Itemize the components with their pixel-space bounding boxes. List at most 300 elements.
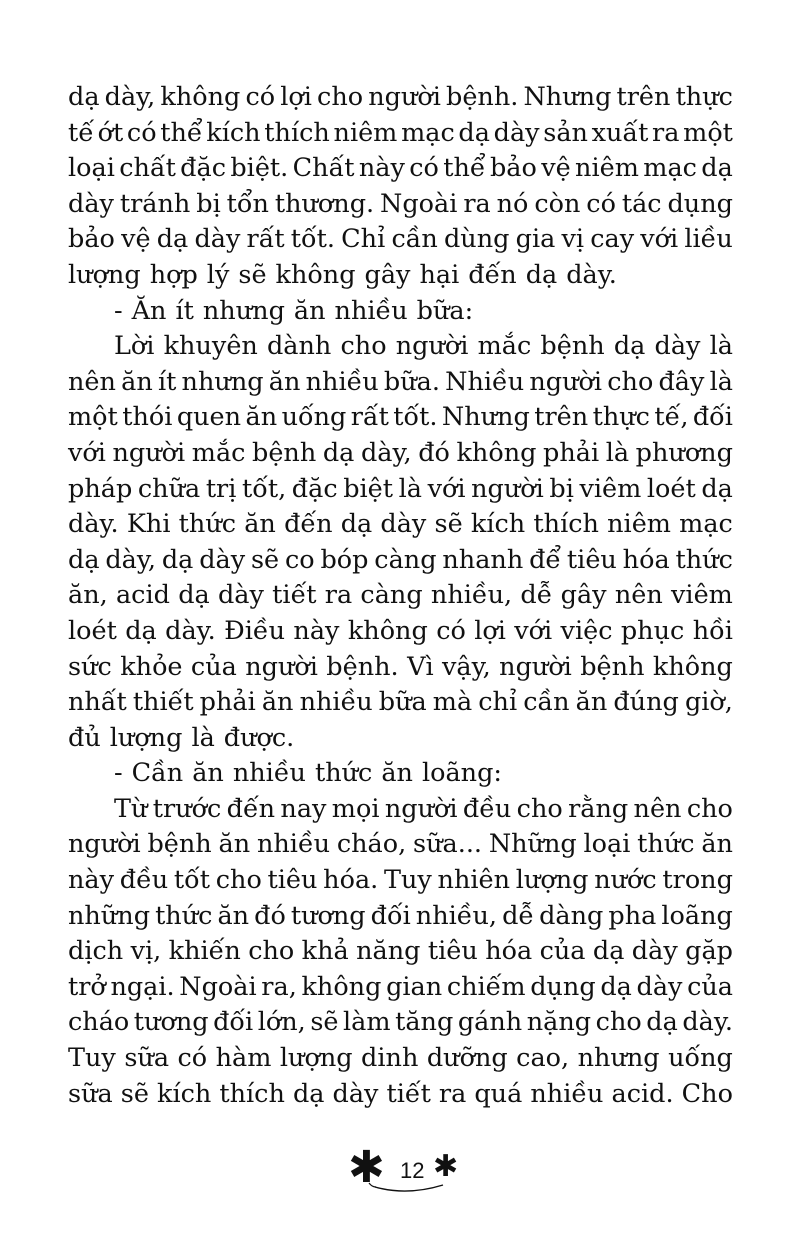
word: người	[395, 331, 469, 362]
word: rất	[350, 402, 389, 433]
word: bảo	[489, 153, 537, 184]
word: dành	[266, 331, 332, 362]
word: còn	[534, 188, 581, 219]
word: mắc	[191, 437, 246, 468]
word: kích	[206, 117, 261, 148]
word: Vì	[407, 651, 434, 682]
word: thức	[155, 900, 213, 931]
word: dày.	[68, 509, 119, 540]
word: không	[347, 615, 428, 646]
word: dạ	[592, 936, 625, 967]
word: người	[471, 473, 544, 504]
word: cho	[215, 865, 262, 896]
word: người	[245, 651, 318, 682]
word: người	[499, 651, 572, 682]
word: đó	[254, 900, 286, 931]
word: thiết	[132, 687, 194, 718]
word: xuất	[591, 117, 649, 148]
word: ăn	[575, 687, 608, 718]
word: ăn	[244, 509, 276, 540]
word: thể	[160, 117, 203, 148]
word: dạ	[68, 82, 100, 112]
word: Ngoài	[179, 971, 257, 1002]
word: -	[114, 758, 123, 789]
word: dạ	[600, 971, 632, 1002]
word: vậy,	[442, 651, 491, 682]
word: sữa	[68, 1078, 113, 1109]
word: lượng	[279, 1043, 353, 1074]
word: niêm	[607, 509, 671, 540]
word: ngại.	[110, 971, 175, 1002]
word: lượng	[515, 865, 589, 896]
word: sức	[68, 651, 112, 682]
word: ra	[652, 117, 680, 148]
word: ăn	[121, 366, 153, 397]
page-number: 12	[400, 1158, 425, 1183]
word: đều	[119, 865, 169, 896]
word: trong	[662, 865, 733, 896]
word: dày.	[165, 615, 216, 646]
word: năng	[356, 936, 421, 967]
word: nên	[633, 793, 682, 824]
word: ra	[438, 1078, 467, 1109]
word: Nhưng	[523, 82, 612, 112]
word: trên	[616, 82, 671, 112]
word: tế,	[654, 402, 689, 433]
word: vị,	[130, 936, 162, 967]
word: một	[683, 117, 733, 148]
word: bệnh	[147, 829, 212, 860]
word: này	[293, 615, 340, 646]
word: dày	[194, 224, 241, 255]
word: dày,	[104, 82, 156, 112]
text-line	[68, 329, 733, 365]
word: để	[529, 544, 562, 575]
word: hàm	[215, 1043, 272, 1074]
word: sẽ	[120, 1078, 149, 1109]
text-line	[68, 365, 733, 401]
word: làm	[343, 1007, 391, 1038]
word: lượng	[68, 259, 141, 290]
word: này	[68, 865, 115, 896]
word: dễ	[520, 580, 553, 611]
word: bị	[196, 188, 221, 219]
word: kích	[157, 1078, 212, 1109]
word: dạ	[458, 117, 490, 148]
word: cháo,	[336, 829, 407, 860]
word: Nhiều	[445, 366, 525, 397]
word: acid.	[611, 1078, 674, 1109]
word: biệt	[343, 473, 394, 504]
word: nhiều,	[430, 580, 513, 611]
word: nhanh	[442, 544, 524, 575]
word: mạc	[643, 153, 697, 184]
word: dày	[68, 188, 114, 219]
word: càng	[374, 544, 437, 575]
word: không	[160, 82, 241, 112]
word: ăn	[217, 900, 250, 931]
word: đối	[692, 402, 733, 433]
word: loét	[68, 615, 117, 646]
word: với	[640, 224, 679, 255]
word: người	[112, 437, 186, 468]
word: pha	[608, 900, 657, 931]
word: -	[114, 295, 123, 326]
word: ít	[175, 295, 194, 326]
word: là	[709, 366, 733, 397]
word: phương	[635, 437, 733, 468]
word: ăn	[268, 366, 301, 397]
word: hồi	[692, 615, 733, 646]
word: tránh	[119, 188, 191, 219]
text-line	[68, 400, 733, 436]
word: là	[398, 473, 422, 504]
text-line	[68, 1041, 733, 1077]
word: dạ	[701, 153, 733, 184]
word: quen	[176, 402, 242, 433]
body-text	[68, 80, 733, 1112]
word: chất	[119, 153, 176, 184]
text-line	[68, 187, 733, 223]
word: nhiều	[232, 758, 306, 789]
word: Ăn	[131, 295, 167, 326]
word: khiến	[168, 936, 241, 967]
word: đối	[370, 900, 411, 931]
word: dày	[654, 331, 701, 362]
word: ăn,	[68, 580, 108, 611]
word: ăn	[701, 829, 733, 860]
word: thực	[592, 402, 650, 433]
text-line	[68, 507, 733, 543]
text-line	[68, 151, 733, 187]
text-line	[68, 578, 733, 614]
word: sẽ	[434, 509, 463, 540]
word: nhiều	[530, 1078, 604, 1109]
word: những	[68, 900, 151, 931]
text-line	[68, 222, 733, 258]
word: thực	[675, 82, 733, 112]
word: phải	[199, 687, 256, 718]
word: vị	[561, 224, 585, 255]
word: của	[190, 651, 237, 682]
asterisk-ornament-icon: ✱	[433, 1149, 459, 1184]
word: nhưng	[181, 366, 264, 397]
word: giờ,	[684, 687, 733, 718]
word: tế	[68, 117, 94, 148]
word: người	[384, 793, 458, 824]
word: loãng	[661, 900, 733, 931]
text-line	[68, 80, 733, 116]
word: nó	[496, 188, 529, 219]
word: nhiều	[305, 366, 379, 397]
word: uống	[668, 1043, 733, 1074]
word: dạ	[646, 1007, 678, 1038]
word: không	[301, 971, 382, 1002]
word: hóa	[485, 936, 533, 967]
word: đến	[226, 793, 276, 824]
word: tương	[290, 900, 366, 931]
word: dạ	[322, 437, 355, 468]
word: nhất	[68, 687, 127, 718]
word: thức	[675, 544, 733, 575]
word: dạ	[161, 544, 194, 575]
word: uống	[281, 402, 347, 433]
text-line	[68, 1077, 733, 1113]
word: dày	[493, 117, 540, 148]
word: dày,	[360, 437, 412, 468]
word: nhiều	[334, 295, 408, 326]
word: Điều	[224, 615, 286, 646]
text-line	[68, 436, 733, 472]
word: thích	[533, 509, 599, 540]
text-line	[68, 899, 733, 935]
word: với	[68, 437, 106, 468]
word: dạ	[125, 615, 157, 646]
word: dày	[217, 580, 264, 611]
word: không	[456, 437, 537, 468]
text-line	[68, 685, 733, 721]
word: gặp	[685, 936, 733, 967]
word: khuyên	[163, 331, 258, 362]
word: rất	[246, 224, 285, 255]
word: khả	[301, 936, 349, 967]
word: bệnh	[252, 437, 317, 468]
word: bóp	[320, 544, 369, 575]
word: tương	[133, 1007, 209, 1038]
word: Ngoài	[380, 188, 458, 219]
word: dưỡng	[426, 1043, 508, 1074]
text-line	[68, 792, 733, 828]
word: tiêu	[267, 865, 318, 896]
word: nhiều,	[415, 900, 498, 931]
word: tiết	[386, 1078, 431, 1109]
word: vệ	[541, 153, 571, 184]
word: bị	[549, 473, 574, 504]
word: thích	[264, 117, 330, 148]
word: đúng	[613, 687, 679, 718]
word: quá	[474, 1078, 523, 1109]
word: pháp	[68, 473, 133, 504]
word: dày	[636, 971, 683, 1002]
word: Khi	[126, 509, 171, 540]
word: loãng:	[421, 758, 503, 789]
text-line	[68, 258, 733, 294]
word: đều	[462, 793, 512, 824]
word: dạ	[292, 1078, 325, 1109]
word: chữa	[137, 473, 201, 504]
text-line	[68, 1005, 733, 1041]
word: sản	[543, 117, 588, 148]
word: Chỉ	[341, 224, 386, 255]
word: trở	[68, 971, 106, 1002]
word: tốt.	[290, 224, 335, 255]
word: nhiều	[256, 829, 331, 860]
word: người	[529, 366, 603, 397]
word: cho	[686, 793, 733, 824]
text-line	[68, 756, 733, 792]
text-line	[68, 650, 733, 686]
word: dày.	[682, 1007, 733, 1038]
word: tiêu	[427, 936, 478, 967]
word: trên	[534, 402, 589, 433]
word: là	[605, 437, 630, 468]
word: đến	[284, 509, 333, 540]
text-line	[68, 934, 733, 970]
word: chỉ	[478, 687, 518, 718]
word: tốt	[173, 865, 211, 896]
word: tổn	[226, 188, 269, 219]
text-line	[68, 827, 733, 863]
word: thức	[314, 758, 373, 789]
word: ăn	[293, 295, 326, 326]
word: ăn	[261, 687, 294, 718]
word: liều	[684, 224, 733, 255]
text-line	[68, 472, 733, 508]
word: có	[245, 82, 276, 112]
word: nên	[68, 366, 116, 397]
word: biệt.	[230, 153, 289, 184]
word: dày,	[105, 544, 157, 575]
word: gánh	[457, 1007, 523, 1038]
word: cần	[391, 224, 438, 255]
word: vệ	[121, 224, 151, 255]
word: thói	[122, 402, 173, 433]
word: hóa	[622, 544, 670, 575]
word: bệnh	[540, 331, 605, 362]
word: đặc	[291, 473, 338, 504]
word: cao,	[516, 1043, 570, 1074]
word: người	[68, 829, 141, 860]
word: đây	[658, 366, 705, 397]
word: của	[687, 971, 733, 1002]
word: phục	[620, 615, 685, 646]
word: Cho	[681, 1078, 733, 1109]
word: ít	[157, 366, 177, 397]
word: là	[709, 331, 733, 362]
word: đối	[213, 1007, 254, 1038]
text-line	[68, 294, 733, 330]
word: có	[409, 153, 439, 184]
word: sẽ	[250, 544, 280, 575]
word: hóa.	[323, 865, 379, 896]
word: nay	[280, 793, 327, 824]
word: dày	[332, 1078, 379, 1109]
word: niêm	[575, 153, 639, 184]
word: tăng	[395, 1007, 454, 1038]
word: gia	[515, 224, 556, 255]
word: dày	[631, 936, 678, 967]
word: bữa.	[383, 366, 440, 397]
word: chiếm	[446, 971, 526, 1002]
word: cho	[595, 1007, 642, 1038]
word: acid	[115, 580, 170, 611]
text-line	[68, 721, 733, 757]
word: mắc	[477, 331, 532, 362]
word: ăn	[218, 829, 251, 860]
word: sẽ	[238, 259, 267, 290]
word: sữa...	[413, 829, 483, 860]
word: đó	[418, 437, 450, 468]
word: người	[368, 82, 441, 112]
word: phải	[543, 437, 600, 468]
text-line	[68, 970, 733, 1006]
word: với	[427, 473, 466, 504]
word: loét	[646, 473, 696, 504]
word: khỏe	[120, 651, 183, 682]
word: ăn	[192, 758, 224, 789]
word: dịch	[68, 936, 124, 967]
word: dùng	[443, 224, 510, 255]
word: Từ	[114, 793, 148, 824]
word: Tuy	[68, 1043, 116, 1074]
word: trước	[152, 793, 222, 824]
word: này	[358, 153, 405, 184]
word: ra	[324, 580, 353, 611]
word: cay	[590, 224, 635, 255]
word: gian	[386, 971, 443, 1002]
word: tác	[621, 188, 662, 219]
word: lợi	[474, 615, 506, 646]
word: dễ	[502, 900, 535, 931]
text-line	[68, 614, 733, 650]
word: dụng	[530, 971, 596, 1002]
word: tốt.	[393, 402, 438, 433]
word: dạ	[525, 259, 558, 290]
word: kích	[470, 509, 526, 540]
text-line	[68, 543, 733, 579]
word: hại	[419, 259, 460, 290]
word: bữa:	[416, 295, 474, 326]
word: dạ	[701, 473, 733, 504]
word: Tuy	[383, 865, 432, 896]
word: loại	[583, 829, 631, 860]
word: dụng	[667, 188, 733, 219]
word: Lời	[114, 331, 155, 362]
word: thích	[219, 1078, 285, 1109]
word: niêm	[333, 117, 398, 148]
word: của	[539, 936, 586, 967]
word: có	[126, 117, 157, 148]
word: co	[284, 544, 315, 575]
word: hợp	[149, 259, 198, 290]
word: dạ	[68, 544, 100, 575]
word: sẽ	[310, 1007, 339, 1038]
page-footer	[345, 1143, 465, 1203]
word: cho	[516, 793, 563, 824]
word: tiết	[272, 580, 317, 611]
word: thức	[637, 829, 695, 860]
word: bệnh.	[446, 82, 519, 112]
word: việc	[560, 615, 613, 646]
word: dạ	[178, 580, 210, 611]
word: có	[586, 188, 616, 219]
word: càng	[360, 580, 423, 611]
word: cháo	[68, 1007, 130, 1038]
word: rằng	[568, 793, 629, 824]
word: nhiều	[299, 687, 373, 718]
word: nhưng	[577, 1043, 660, 1074]
word: với	[514, 615, 553, 646]
word: dinh	[361, 1043, 419, 1074]
word: thức	[178, 509, 237, 540]
word: lý	[206, 259, 230, 290]
word: sữa	[124, 1043, 170, 1074]
word: dạ	[613, 331, 646, 362]
word: dày	[199, 544, 246, 575]
word: thương.	[274, 188, 375, 219]
word: nặng	[526, 1007, 592, 1038]
word: nên	[614, 580, 663, 611]
